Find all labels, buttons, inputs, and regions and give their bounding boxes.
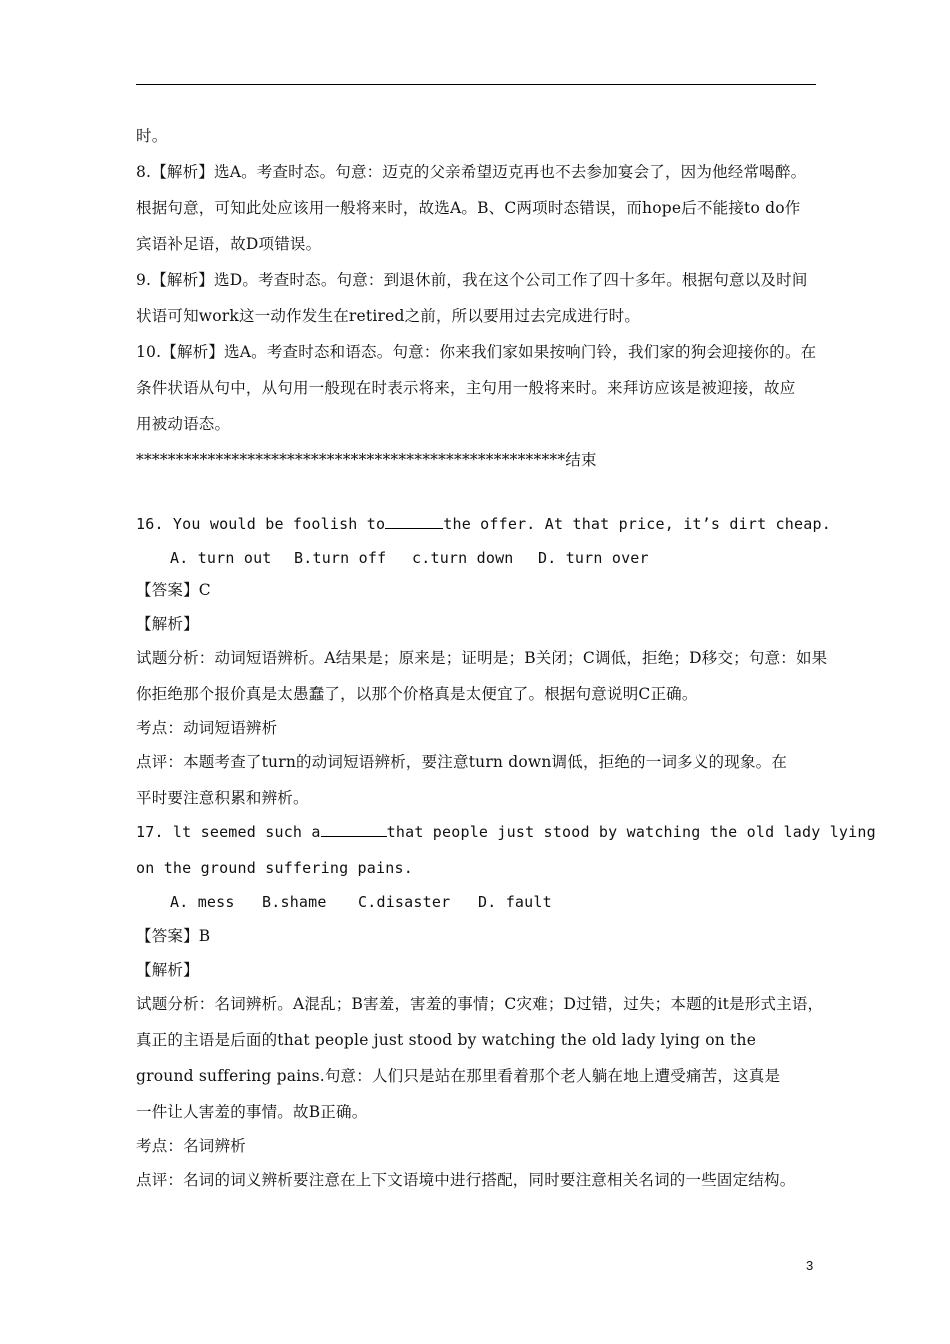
separator-stars: ******************************************************结束 [136, 451, 597, 469]
option-d: D. turn over [538, 549, 649, 567]
text-line: 试题分析：动词短语辨析。A结果是；原来是；证明是；B关闭；C调低，拒绝；D移交；句意：如果 [136, 649, 828, 667]
option-c: C.disaster [358, 893, 451, 911]
answer-label: 【答案】C [136, 581, 211, 599]
text-line: on the ground suffering pains. [136, 859, 413, 877]
text-line: 点评：本题考查了turn的动词短语辨析，要注意turn down调低，拒绝的一词多义的现象。在 [136, 753, 788, 771]
text-line: 10.【解析】选A。考查时态和语态。句意：你来我们家如果按响门铃，我们家的狗会迎接你的。在 [136, 343, 817, 361]
text-line: 根据句意，可知此处应该用一般将来时，故选A。B、C两项时态错误，而hope后不能接to do作 [136, 199, 801, 217]
text-line: 平时要注意积累和辨析。 [136, 789, 309, 807]
option-a: A. turn out [170, 549, 272, 567]
point-label: 考点：动词短语辨析 [136, 719, 278, 737]
text-line: 点评：名词的词义辨析要注意在上下文语境中进行搭配，同时要注意相关名词的一些固定结构。 [136, 1171, 796, 1189]
text-line: 用被动语态。 [136, 415, 231, 433]
text-line: 状语可知work这一动作发生在retired之前，所以要用过去完成进行时。 [136, 307, 641, 325]
text-line: 8.【解析】选A。考查时态。句意：迈克的父亲希望迈克再也不去参加宴会了，因为他经常喝醉。 [136, 163, 807, 181]
point-label: 考点：名词辨析 [136, 1137, 246, 1155]
text-line: 你拒绝那个报价真是太愚蠢了，以那个价格真是太便宜了。根据句意说明C正确。 [136, 685, 698, 703]
option-b: B.turn off [294, 549, 387, 567]
option-a: A. mess [170, 893, 235, 911]
analysis-label: 【解析】 [136, 615, 199, 633]
stem-text: 17. lt seemed such a [136, 823, 321, 841]
answer-blank [321, 822, 387, 837]
question-17-stem [136, 822, 876, 842]
text-line: 9.【解析】选D。考查时态。句意：到退休前，我在这个公司工作了四十多年。根据句意以及时间 [136, 271, 808, 289]
option-c: c.turn down [412, 549, 514, 567]
header-rule [136, 84, 816, 85]
stem-text: the offer. At that price, it’s dirt cheap. [443, 515, 831, 533]
stem-text: that people just stood by watching the old lady lying [386, 823, 876, 841]
question-16-options [170, 548, 649, 568]
analysis-label: 【解析】 [136, 961, 199, 979]
text-line: ground suffering pains.句意：人们只是站在那里看着那个老人躺在地上遭受痛苦，这真是 [136, 1067, 781, 1085]
text-line: 时。 [136, 127, 168, 145]
answer-blank [385, 514, 443, 529]
question-17-options [170, 892, 552, 912]
page-number: 3 [806, 1258, 814, 1273]
stem-text: 16. You would be foolish to [136, 515, 386, 533]
question-16-stem [136, 514, 831, 534]
text-line: 真正的主语是后面的that people just stood by watching the old lady lying on the [136, 1031, 757, 1049]
option-d: D. fault [478, 893, 552, 911]
text-line: 一件让人害羞的事情。故B正确。 [136, 1103, 368, 1121]
option-b: B.shame [262, 893, 327, 911]
answer-label: 【答案】B [136, 927, 211, 945]
text-line: 宾语补足语，故D项错误。 [136, 235, 322, 253]
text-line: 试题分析：名词辨析。A混乱；B害羞，害羞的事情；C灾难；D过错，过失；本题的it是形式主语， [136, 995, 824, 1013]
text-line: 条件状语从句中，从句用一般现在时表示将来，主句用一般将来时。来拜访应该是被迎接，故应 [136, 379, 796, 397]
